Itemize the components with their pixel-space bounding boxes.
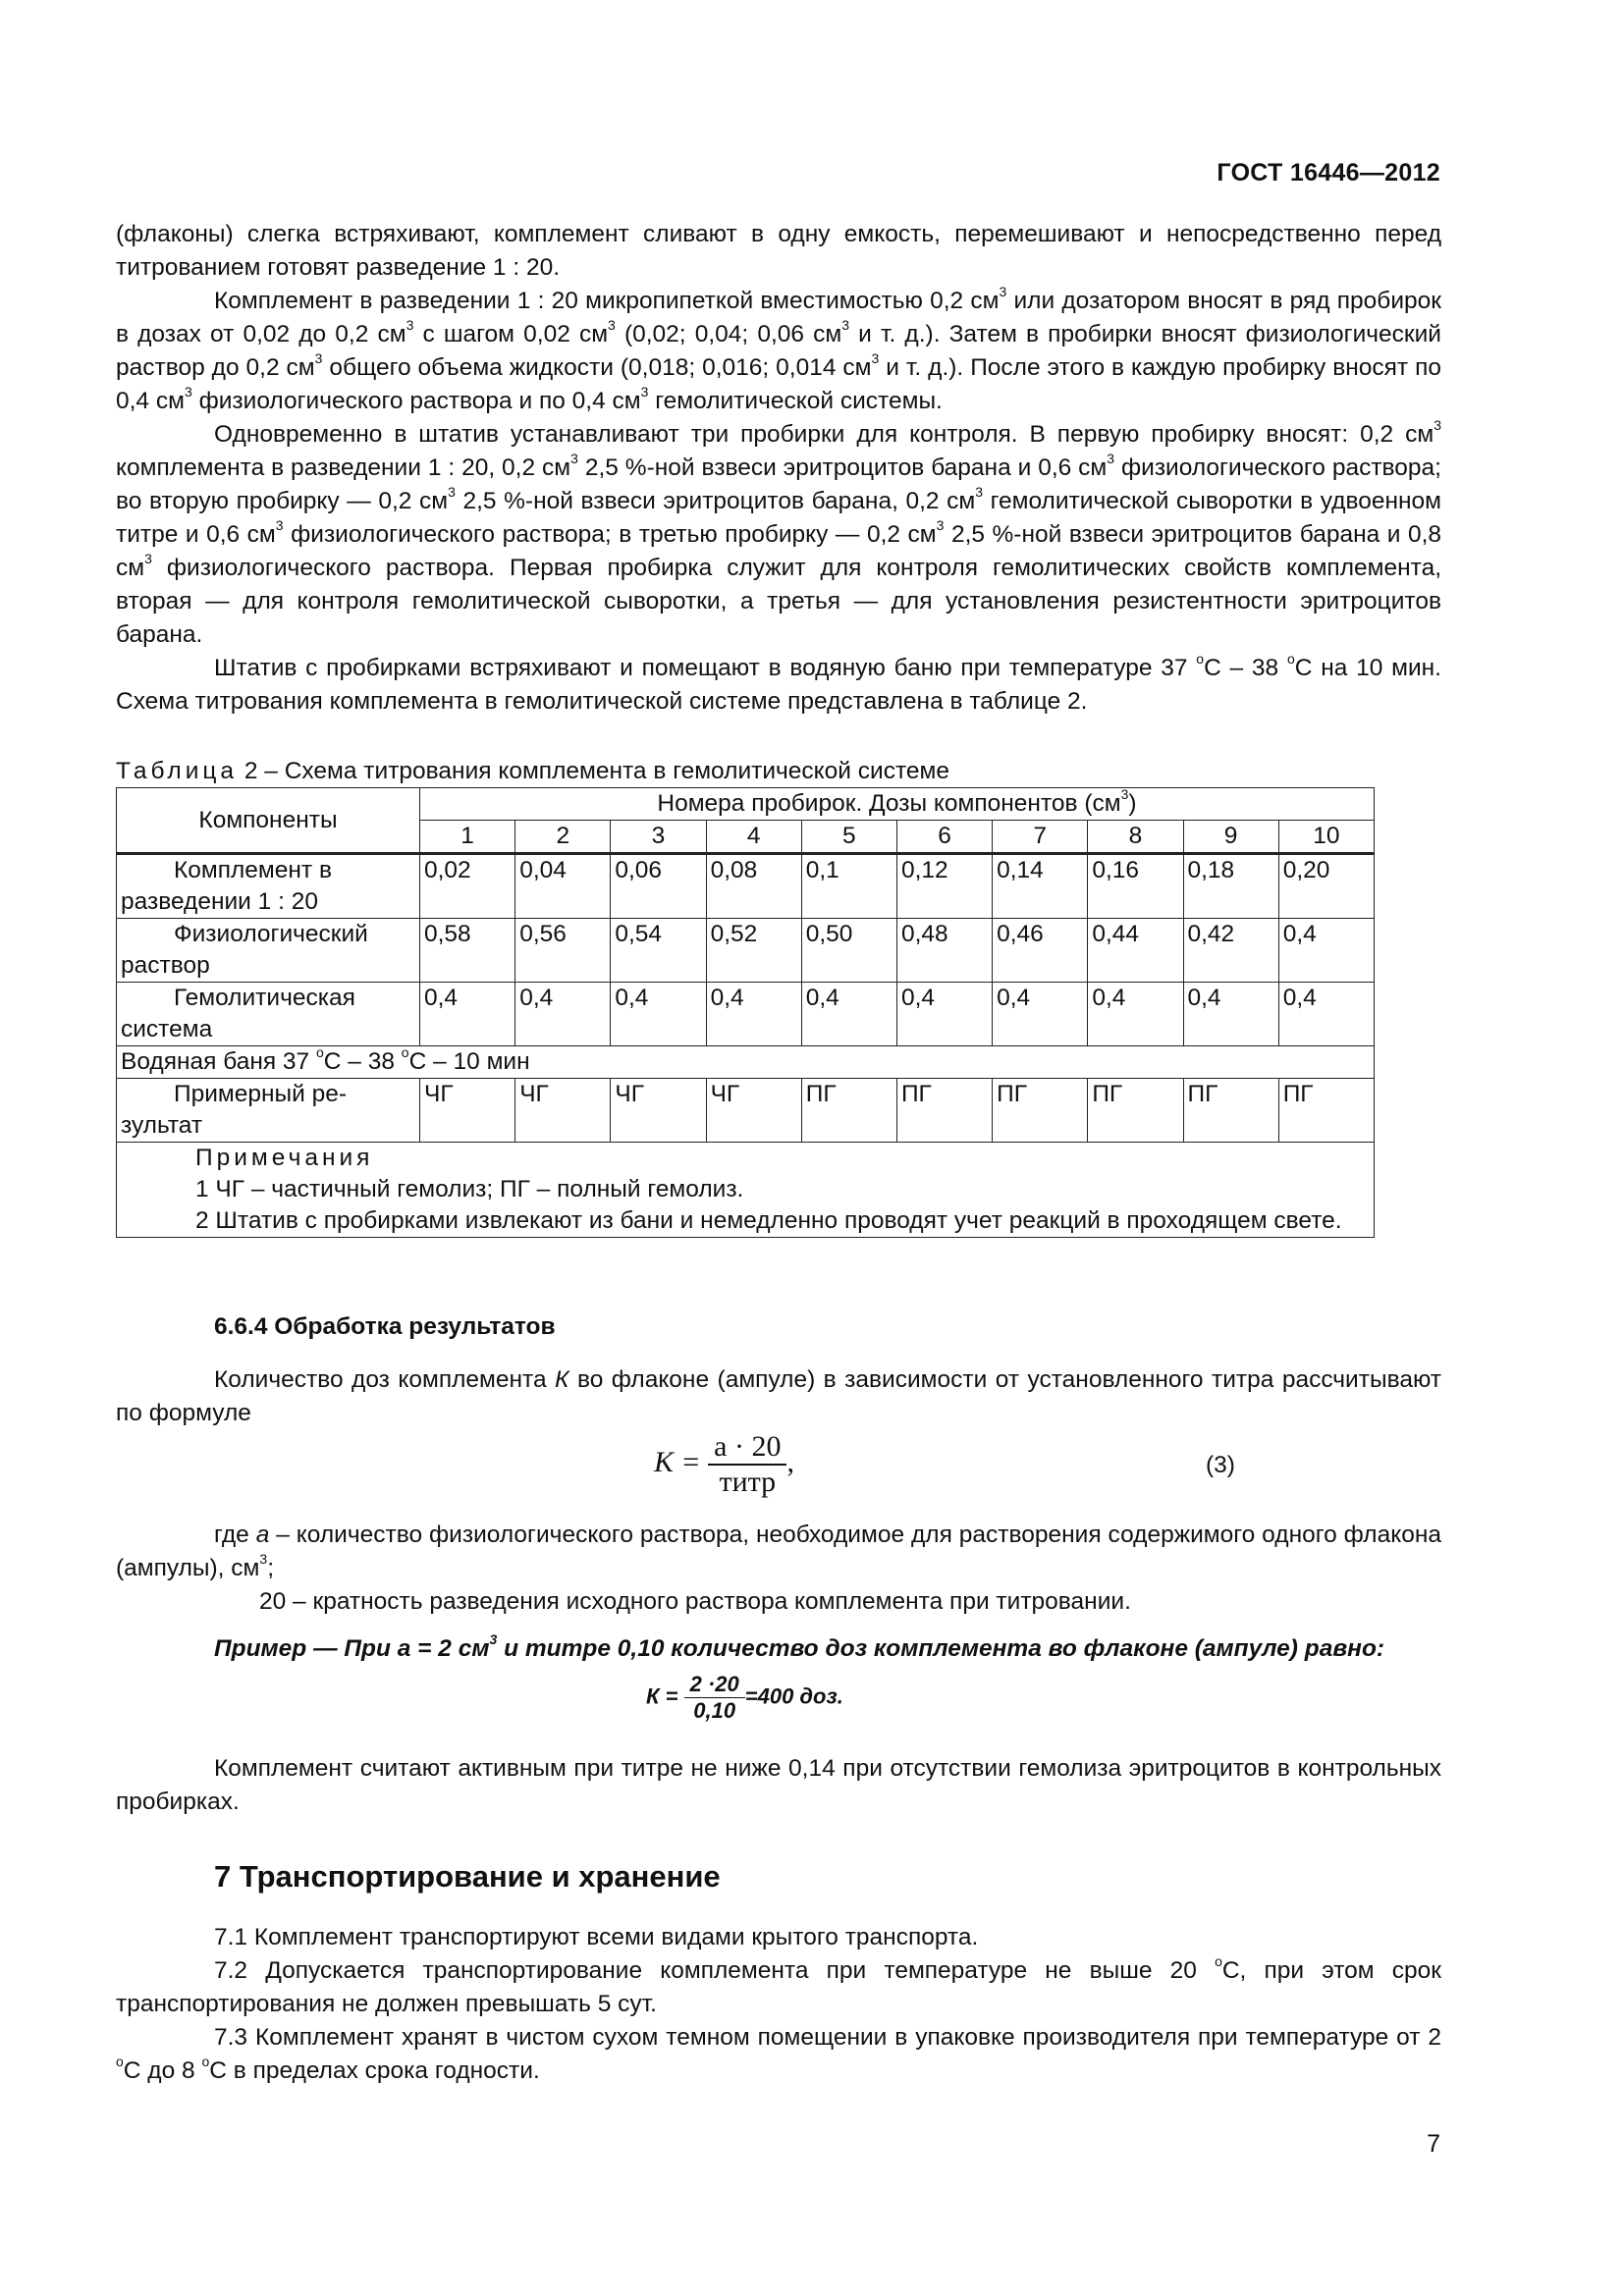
table-cell: 0,02 — [420, 854, 515, 919]
formula-where: где a – количество физиологического раствора, необходимое для растворения содержимого одного флакона (ампулы), $см^3$; — [116, 1522, 1441, 1581]
formula-number: (3) — [1206, 1452, 1235, 1478]
table-cell: 0,50 — [801, 919, 896, 983]
table-header-row — [117, 788, 1375, 821]
example-text: Пример — При а = 2 $см^3$ и титре 0,10 количество доз комплемента во флаконе (ампуле) равно: — [214, 1631, 1385, 1662]
table-row — [117, 983, 1375, 1046]
water-bath-row — [117, 1046, 1375, 1079]
table-cell: 0,20 — [1278, 854, 1374, 919]
table-2-block — [116, 756, 1441, 1238]
section-6-6-4-title: 6.6.4 Обработка результатов — [214, 1313, 556, 1340]
row-label: Гемолитическая система — [117, 983, 420, 1046]
table-cell: ЧГ — [706, 1079, 801, 1143]
intro-paragraph-3: Одновременно в штатив устанавливают три пробирки для контроля. В первую пробирку вносят: 0,2 $см^3$ комплемента в разведении 1 : 20, 0,2 $см^3$ 2,5 %-ной взвеси эритроцитов барана и 0,6 $см^3$ физиологического раствора; во вторую пробирку — 0,2 $см^3$ 2,5 %-ной взвеси эритроцитов барана, 0,2 $см^3$ гемолитической сыворотки в удвоенном титре и 0,6 $см^3$ физиологического раствора; в третью пробирку — 0,2 $см^3$ 2,5 %-ной взвеси эритроцитов барана и 0,8 $см^3$ физиологического раствора. Первая пробирка служит для контроля гемолитических свойств комплемента, вторая — для контроля гемолитической сыворотки, а третья — для установления резистентности эритроцитов барана. — [116, 417, 1442, 648]
formula-3 — [116, 1430, 1441, 1513]
section-7-title: 7 Транспортирование и хранение — [214, 1859, 721, 1894]
table-cell: 0,4 — [515, 983, 611, 1046]
table-cell: 0,4 — [420, 983, 515, 1046]
tube-number: 5 — [801, 821, 896, 854]
table-cell: 0,56 — [515, 919, 611, 983]
table-cell: 0,54 — [611, 919, 706, 983]
table-cell: 0,44 — [1088, 919, 1183, 983]
water-bath-cell: Водяная баня 37 $^o$С – 38 $^o$С – 10 мин — [117, 1046, 1375, 1079]
table-cell: 0,4 — [896, 983, 992, 1046]
document-code-header: ГОСТ 16446—2012 — [1217, 159, 1440, 187]
table-cell: 0,08 — [706, 854, 801, 919]
notes-row — [117, 1143, 1375, 1238]
example-formula — [116, 1672, 1441, 1750]
table-cell: 0,16 — [1088, 854, 1183, 919]
tube-number: 7 — [993, 821, 1088, 854]
table-cell: ЧГ — [611, 1079, 706, 1143]
section-7-2: 7.2 Допускается транспортирование комплемента при температуре не выше 20 $^o$С, при этом срок транспортирования не должен превышать 5 сут. — [116, 1953, 1441, 2017]
tube-number: 9 — [1183, 821, 1278, 854]
table-caption: Таблица 2 – Схема титрования комплемента в гемолитической системе — [116, 758, 950, 784]
note-2: 2 Штатив с пробирками извлекают из бани и немедленно проводят учет реакций в проходящем свете. — [195, 1207, 1342, 1234]
row-label: Комплемент в разведении 1 : 20 — [117, 854, 420, 919]
table-cell: ПГ — [1088, 1079, 1183, 1143]
section-7-1: 7.1 Комплемент транспортируют всеми видами крытого транспорта. — [214, 1924, 979, 1950]
table-cell: 0,48 — [896, 919, 992, 983]
table-row — [117, 854, 1375, 919]
page-number: 7 — [1427, 2130, 1440, 2158]
header-components: Компоненты — [117, 788, 420, 854]
tube-number: 8 — [1088, 821, 1183, 854]
table-cell: 0,4 — [611, 983, 706, 1046]
table-cell: ЧГ — [515, 1079, 611, 1143]
table-cell: 0,1 — [801, 854, 896, 919]
result-row — [117, 1079, 1375, 1143]
table-cell: 0,18 — [1183, 854, 1278, 919]
tube-number: 10 — [1278, 821, 1374, 854]
table-cell: 0,4 — [706, 983, 801, 1046]
table-cell: ПГ — [1183, 1079, 1278, 1143]
table-cell: 0,58 — [420, 919, 515, 983]
table-cell: 0,4 — [1278, 983, 1374, 1046]
table-cell: ПГ — [801, 1079, 896, 1143]
tube-number: 1 — [420, 821, 515, 854]
table-row — [117, 919, 1375, 983]
table-cell: ПГ — [1278, 1079, 1374, 1143]
table-cell: 0,4 — [993, 983, 1088, 1046]
activity-paragraph: Комплемент считают активным при титре не ниже 0,14 при отсутствии гемолиза эритроцитов в контрольных пробирках. — [116, 1755, 1441, 1815]
table-cell: ЧГ — [420, 1079, 515, 1143]
table-cell: 0,42 — [1183, 919, 1278, 983]
table-cell: 0,06 — [611, 854, 706, 919]
table-cell: 0,46 — [993, 919, 1088, 983]
table-cell: 0,4 — [1278, 919, 1374, 983]
intro-paragraph-1: (флаконы) слегка встряхивают, комплемент сливают в одну емкость, перемешивают и непосредственно перед титрованием готовят разведение 1 : 20. — [116, 221, 1441, 281]
tube-number: 3 — [611, 821, 706, 854]
table-cell: 0,4 — [1088, 983, 1183, 1046]
row-label: Примерный ре- зультат — [117, 1079, 420, 1143]
table-cell: 0,14 — [993, 854, 1088, 919]
intro-paragraph-4: Штатив с пробирками встряхивают и помещают в водяную баню при температуре 37 $^o$С – 38 $^o$С на 10 мин. Схема титрования комплемента в гемолитической системе представлена в таблице 2. — [116, 651, 1441, 715]
table-cell: ПГ — [993, 1079, 1088, 1143]
example-expression: К = $\frac{2 \cdot 20}{0,10}$ =400 доз. — [646, 1672, 843, 1723]
table-cell: 0,04 — [515, 854, 611, 919]
intro-paragraph-2: Комплемент в разведении 1 : 20 микропипеткой вместимостью 0,2 $см^3$ или дозатором вносят в ряд пробирок в дозах от 0,02 до 0,2 $см^3$ с шагом 0,02 $см^3$ (0,02; 0,04; 0,06 $см^3$ и т. д.). Затем в пробирки вносят физиологический раствор до 0,2 $см^3$ общего объема жидкости (0,018; 0,016; 0,014 $см^3$ и т. д.). После этого в каждую пробирку вносят по 0,4 $см^3$ физиологического раствора и по 0,4 $см^3$ гемолитической системы. — [116, 284, 1441, 414]
intro-section — [116, 218, 1441, 719]
tube-number: 6 — [896, 821, 992, 854]
table-cell: 0,4 — [801, 983, 896, 1046]
formula-expression: К = $\frac{a \cdot 20}{\text{титр}}$ , — [654, 1430, 794, 1498]
formula-where-2: 20 – кратность разведения исходного раствора комплемента при титровании. — [259, 1588, 1131, 1615]
section-6-6-4 — [116, 1310, 1441, 1819]
row-label: Физиологический раствор — [117, 919, 420, 983]
table-cell: 0,4 — [1183, 983, 1278, 1046]
table-cell: ПГ — [896, 1079, 992, 1143]
note-1: 1 ЧГ – частичный гемолиз; ПГ – полный гемолиз. — [195, 1176, 744, 1202]
titration-table — [116, 787, 1375, 1238]
header-tube-group: Номера пробирок. Дозы компонентов $(см^3)$ — [420, 788, 1375, 821]
tube-number: 2 — [515, 821, 611, 854]
section-7-3: 7.3 Комплемент хранят в чистом сухом темном помещении в упаковке производителя при температуре от 2 $^o$С до 8 $^o$С в пределах срока годности. — [116, 2024, 1441, 2084]
section-6-6-4-paragraph: Количество доз комплемента К во флаконе (ампуле) в зависимости от установленного титра рассчитывают по формуле — [116, 1366, 1441, 1426]
table-cell: 0,52 — [706, 919, 801, 983]
notes-cell — [117, 1143, 1375, 1238]
table-cell: 0,12 — [896, 854, 992, 919]
section-7 — [116, 1860, 1441, 2088]
notes-title: Примечания — [195, 1145, 374, 1171]
tube-number: 4 — [706, 821, 801, 854]
